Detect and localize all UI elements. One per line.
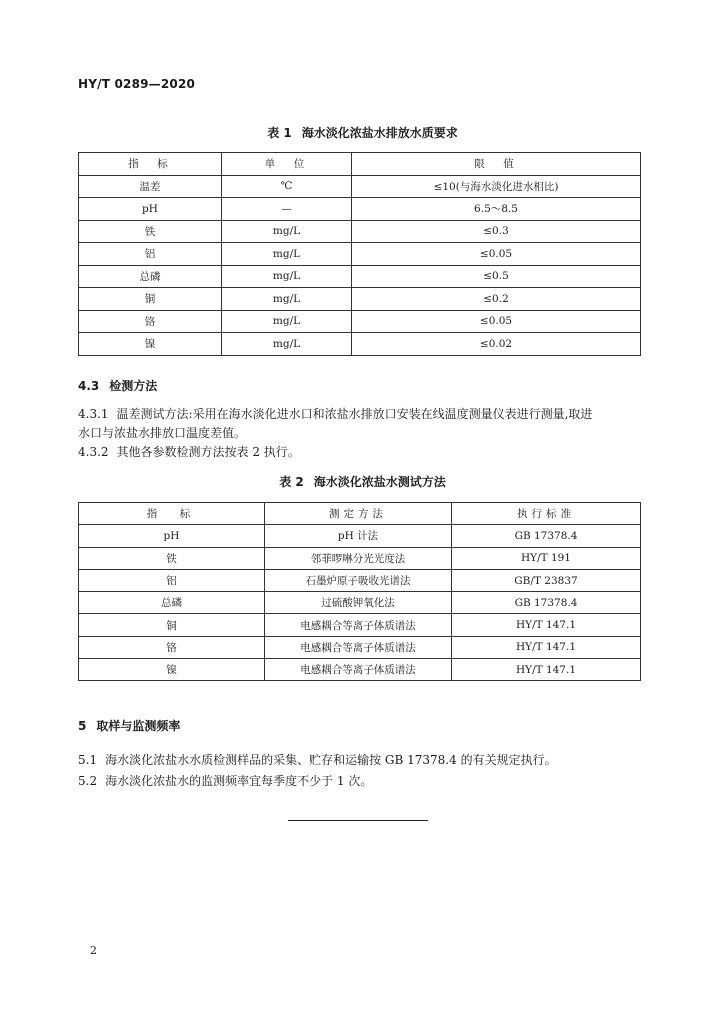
table2-title: 海水淡化浓盐水测试方法 — [313, 475, 446, 489]
table-cell: 铁 — [79, 547, 265, 569]
table-cell: 总磷 — [79, 265, 222, 288]
table-cell: pH — [79, 198, 222, 221]
table-cell: 铜 — [79, 614, 265, 636]
paragraph-text-continued: 水口与浓盐水排放口温度差值。 — [78, 426, 247, 440]
paragraph-number: 4.3.1 — [78, 407, 109, 421]
table-cell: 电感耦合等离子体质谱法 — [265, 636, 452, 658]
section-5-heading — [78, 717, 180, 734]
table-row — [79, 525, 641, 547]
table-cell: 石墨炉原子吸收光谱法 — [265, 569, 452, 591]
table-cell: ≤10(与海水淡化进水相比) — [352, 175, 641, 198]
table-row — [79, 659, 641, 681]
page-number: 2 — [90, 944, 97, 957]
table-cell: ≤0.05 — [352, 310, 641, 333]
paragraph-text: 温差测试方法:采用在海水淡化进水口和浓盐水排放口安装在线温度测量仪表进行测量,取进 — [116, 407, 593, 421]
table-row — [79, 569, 641, 591]
paragraph-number: 5.1 — [78, 753, 98, 767]
table1-caption — [0, 124, 725, 141]
table1-header-cell: 限 值 — [352, 153, 641, 176]
table-cell: pH 计法 — [265, 525, 452, 547]
table-cell: pH — [79, 525, 265, 547]
table-cell: 铁 — [79, 220, 222, 243]
paragraph-4-3-2 — [78, 443, 644, 462]
paragraph-5-1 — [78, 751, 644, 770]
table1-header-cell: 单 位 — [222, 153, 352, 176]
table-cell: GB 17378.4 — [452, 592, 641, 614]
paragraph-text: 其他各参数检测方法按表 2 执行。 — [116, 445, 300, 459]
section-title: 检测方法 — [109, 379, 158, 393]
table1-header-row — [79, 153, 641, 176]
table-cell: 过硫酸钾氧化法 — [265, 592, 452, 614]
table-cell: 铜 — [79, 288, 222, 311]
table-cell: mg/L — [222, 310, 352, 333]
table-cell: mg/L — [222, 265, 352, 288]
table2-header-cell: 测定方法 — [265, 503, 452, 525]
table-cell: 镍 — [79, 333, 222, 356]
document-code: HY/T 0289—2020 — [78, 77, 196, 91]
table-cell: ≤0.5 — [352, 265, 641, 288]
table-cell: HY/T 147.1 — [452, 659, 641, 681]
table-row — [79, 175, 641, 198]
paragraph-4-3-1 — [78, 405, 644, 443]
table-row — [79, 243, 641, 266]
table-cell: 邻菲啰啉分光光度法 — [265, 547, 452, 569]
table-row — [79, 220, 641, 243]
table2-header-row — [79, 503, 641, 525]
table-row — [79, 288, 641, 311]
paragraph-number: 4.3.2 — [78, 445, 109, 459]
paragraph-text: 海水淡化浓盐水的监测频率宜每季度不少于 1 次。 — [105, 774, 373, 788]
table-row — [79, 310, 641, 333]
table-row — [79, 198, 641, 221]
paragraph-text: 海水淡化浓盐水水质检测样品的采集、贮存和运输按 GB 17378.4 的有关规定执行。 — [105, 753, 557, 767]
table-cell: HY/T 147.1 — [452, 614, 641, 636]
table-cell: 铬 — [79, 310, 222, 333]
table-cell: 总磷 — [79, 592, 265, 614]
section-number: 4.3 — [78, 379, 100, 393]
section-number: 5 — [78, 719, 87, 733]
table-row — [79, 333, 641, 356]
table1 — [78, 152, 641, 356]
table-cell: 温差 — [79, 175, 222, 198]
table1-header-cell: 指 标 — [79, 153, 222, 176]
table-cell: mg/L — [222, 220, 352, 243]
table-cell: mg/L — [222, 243, 352, 266]
table-cell: GB/T 23837 — [452, 569, 641, 591]
paragraph-number: 5.2 — [78, 774, 98, 788]
table-cell: ≤0.2 — [352, 288, 641, 311]
table-cell: 铬 — [79, 636, 265, 658]
table1-title: 海水淡化浓盐水排放水质要求 — [301, 126, 458, 140]
table2 — [78, 502, 641, 681]
table-cell: 电感耦合等离子体质谱法 — [265, 614, 452, 636]
table-cell: ≤0.3 — [352, 220, 641, 243]
table-row — [79, 547, 641, 569]
table-row — [79, 636, 641, 658]
table-cell: — — [222, 198, 352, 221]
table2-caption — [0, 473, 725, 490]
table-cell: mg/L — [222, 333, 352, 356]
table2-header-cell: 执行标准 — [452, 503, 641, 525]
end-rule — [288, 820, 428, 821]
table-cell: mg/L — [222, 288, 352, 311]
table-row — [79, 265, 641, 288]
table2-header-cell: 指 标 — [79, 503, 265, 525]
table-cell: 6.5～8.5 — [352, 198, 641, 221]
table-cell: HY/T 191 — [452, 547, 641, 569]
paragraph-5-2 — [78, 772, 644, 791]
table2-number: 表 2 — [279, 475, 304, 489]
table-row — [79, 592, 641, 614]
table1-number: 表 1 — [267, 126, 292, 140]
table-cell: HY/T 147.1 — [452, 636, 641, 658]
table-cell: ℃ — [222, 175, 352, 198]
table-row — [79, 614, 641, 636]
table-cell: ≤0.02 — [352, 333, 641, 356]
table-cell: 镍 — [79, 659, 265, 681]
table-cell: ≤0.05 — [352, 243, 641, 266]
section-4-3-heading — [78, 377, 157, 394]
table-cell: 铝 — [79, 569, 265, 591]
section-title: 取样与监测频率 — [96, 719, 181, 733]
table-cell: 电感耦合等离子体质谱法 — [265, 659, 452, 681]
table-cell: GB 17378.4 — [452, 525, 641, 547]
table-cell: 铝 — [79, 243, 222, 266]
